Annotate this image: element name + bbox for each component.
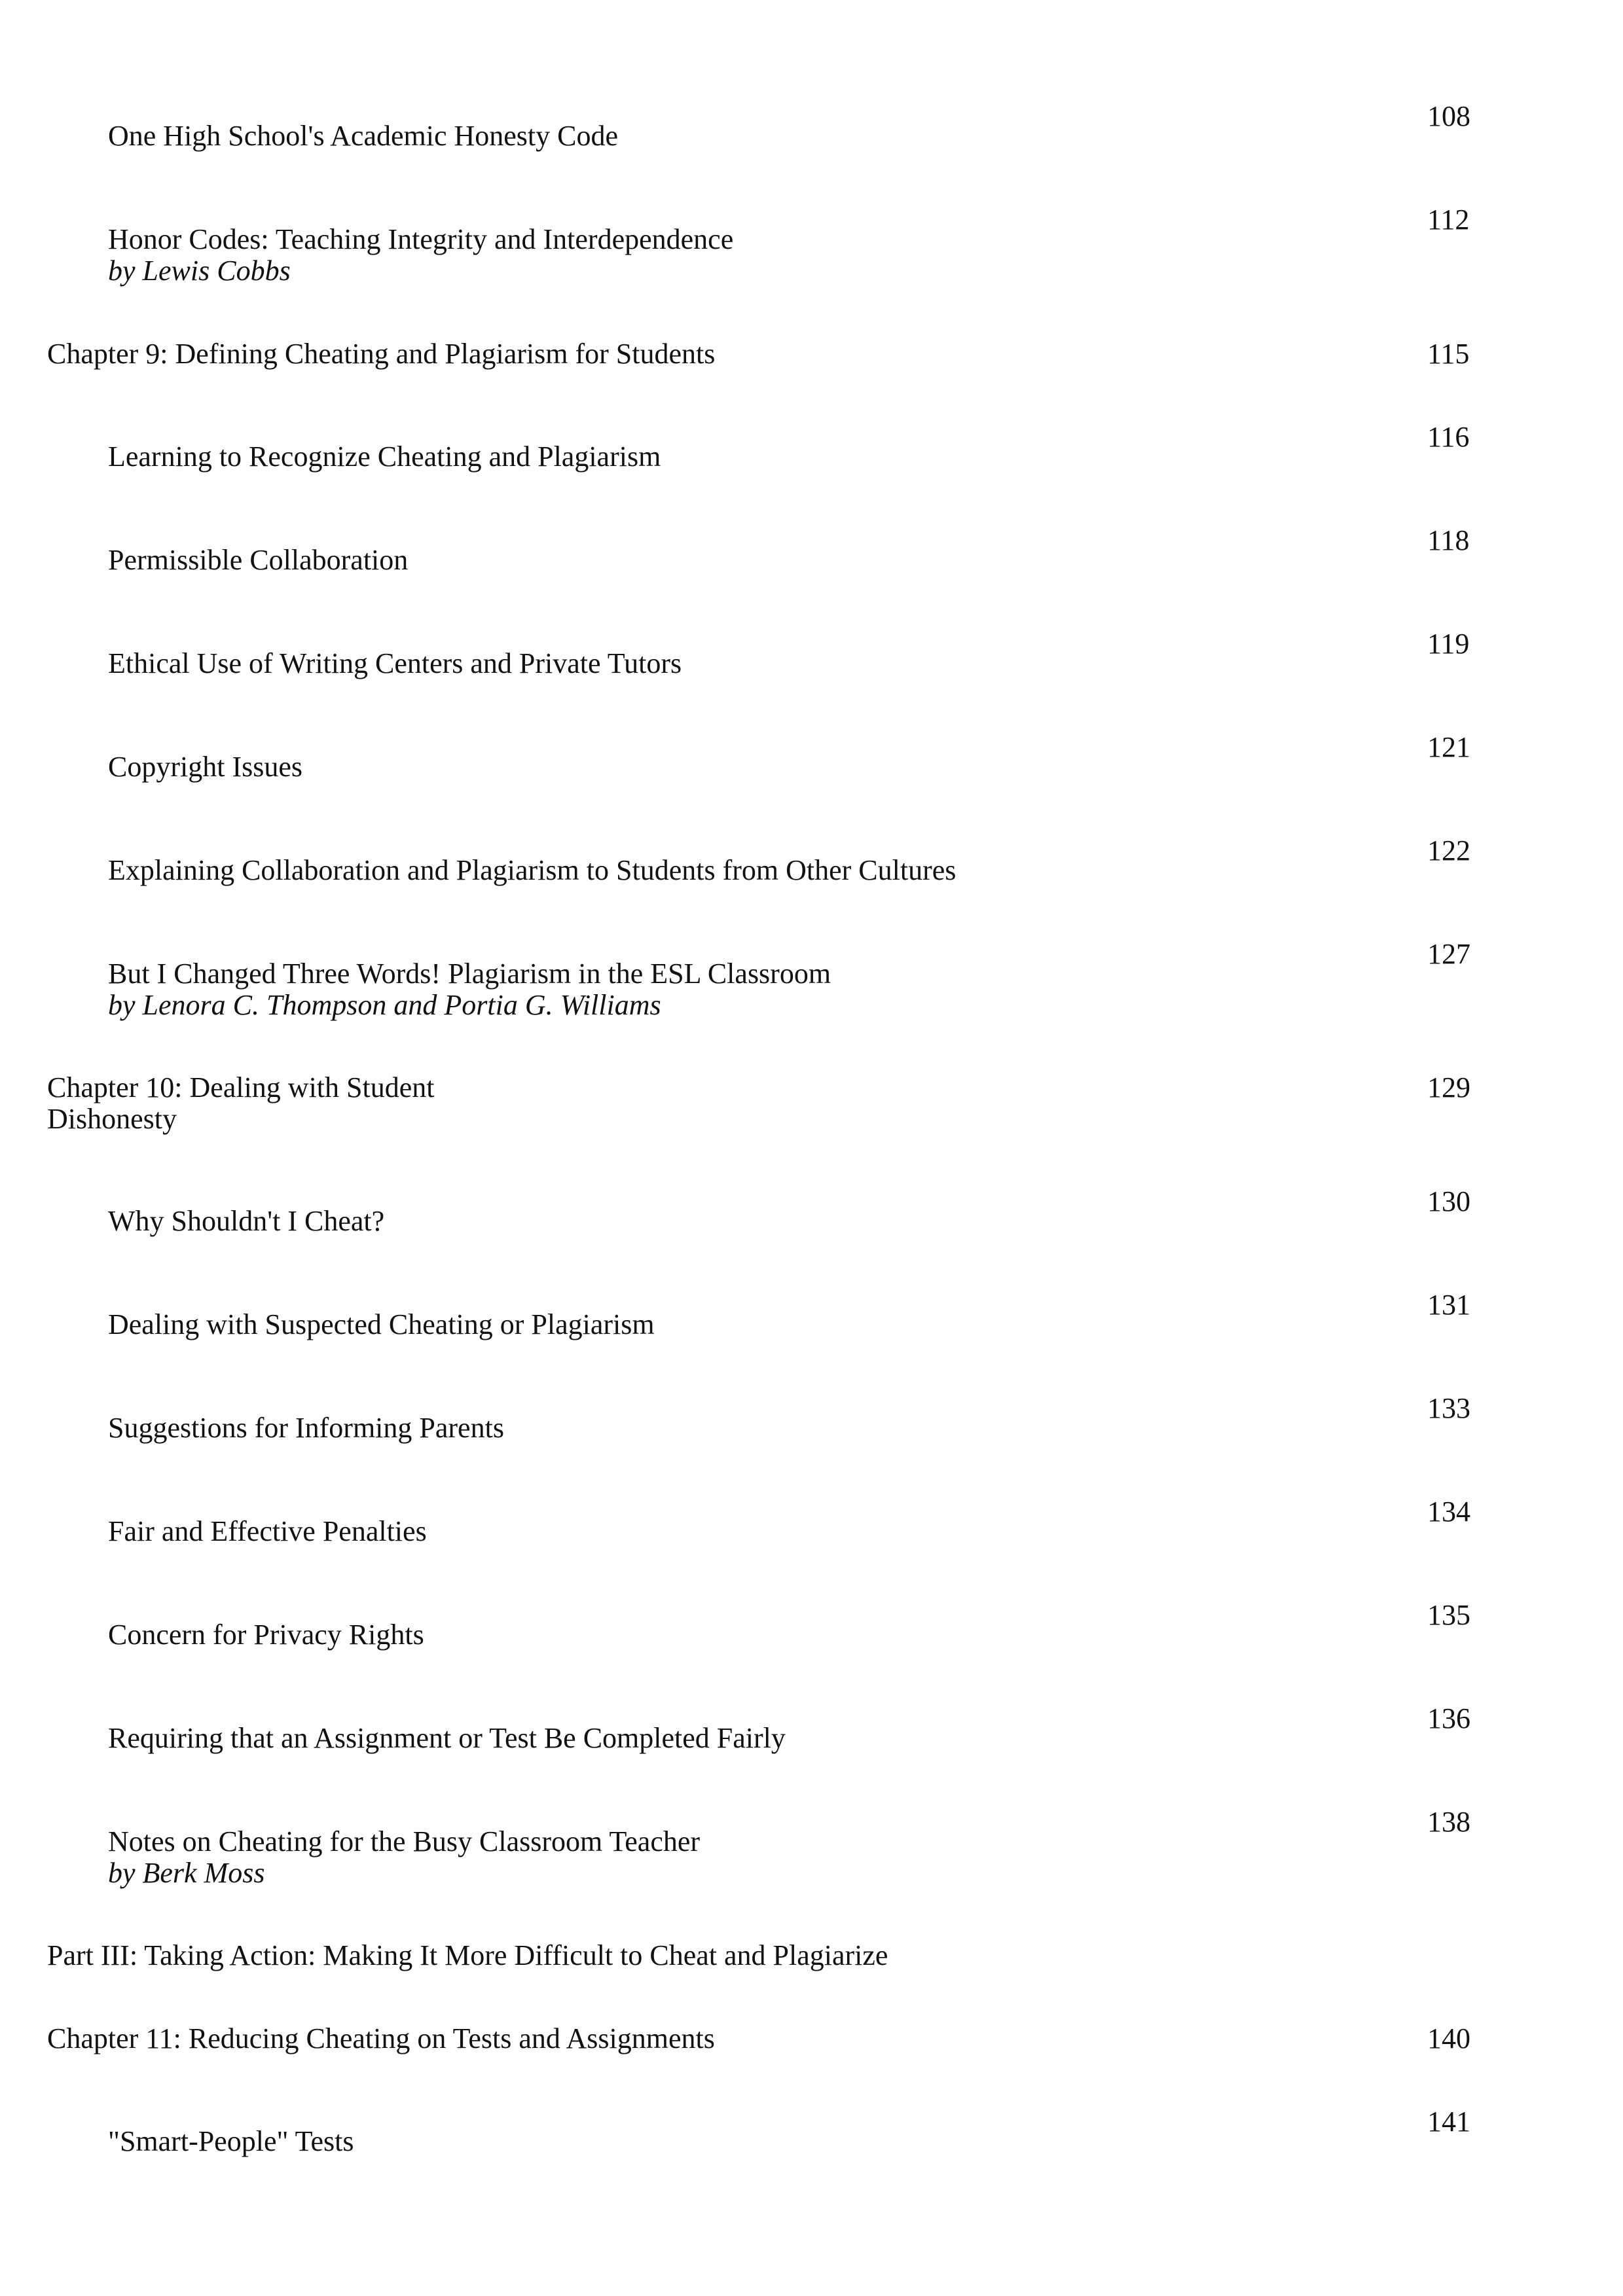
entry-title-text: But I Changed Three Words! Plagiarism in the ESL Classroom <box>108 958 831 990</box>
entry-page-number: 133 <box>1427 1392 1470 1424</box>
entry-page-number: 115 <box>1427 338 1470 370</box>
entry-page-number: 136 <box>1427 1702 1470 1734</box>
entry-title: "Smart-People" Tests <box>108 2125 354 2157</box>
entry-author: by Berk Moss <box>108 1857 265 1889</box>
entry-title: Suggestions for Informing Parents <box>108 1412 504 1444</box>
entry-page-number: 112 <box>1427 204 1470 236</box>
entry-title: One High School's Academic Honesty Code <box>108 120 619 152</box>
entry-title: Fair and Effective Penalties <box>108 1515 427 1547</box>
entry-page-number: 122 <box>1427 834 1470 867</box>
entry-title <box>108 224 733 287</box>
entry-page-number: 108 <box>1427 100 1470 132</box>
entry-title: Chapter 11: Reducing Cheating on Tests and Assignments <box>47 2022 715 2054</box>
entry-title <box>108 958 831 1021</box>
entry-title: Dealing with Suspected Cheating or Plagiarism <box>108 1308 655 1340</box>
entry-page-number: 130 <box>1427 1185 1470 1217</box>
entry-title: Requiring that an Assignment or Test Be Completed Fairly <box>108 1722 786 1754</box>
entry-page-number: 141 <box>1427 2106 1470 2138</box>
entry-page-number: 127 <box>1427 938 1470 970</box>
entry-title-line-2: Dishonesty <box>47 1103 177 1135</box>
entry-title: Permissible Collaboration <box>108 544 409 576</box>
entry-title: Explaining Collaboration and Plagiarism to Students from Other Cultures <box>108 854 957 886</box>
entry-title: Concern for Privacy Rights <box>108 1619 424 1651</box>
entry-page-number: 121 <box>1427 731 1470 763</box>
entry-title-line-1: Chapter 10: Dealing with Student <box>47 1071 435 1103</box>
entry-title-text: Honor Codes: Teaching Integrity and Interdependence <box>108 223 734 255</box>
entry-title <box>47 1072 434 1135</box>
entry-title-text: Notes on Cheating for the Busy Classroom Teacher <box>108 1825 701 1857</box>
entry-author: by Lenora C. Thompson and Portia G. Williams <box>108 989 661 1021</box>
entry-page-number: 138 <box>1427 1806 1470 1838</box>
entry-page-number: 118 <box>1427 524 1470 556</box>
entry-author: by Lewis Cobbs <box>108 255 291 287</box>
entry-page-number: 131 <box>1427 1289 1470 1321</box>
entry-page-number: 116 <box>1427 421 1470 453</box>
entry-page-number: 119 <box>1427 628 1470 660</box>
entry-title: Part III: Taking Action: Making It More Difficult to Cheat and Plagiarize <box>47 1939 888 1971</box>
entry-title: Ethical Use of Writing Centers and Private Tutors <box>108 647 682 679</box>
entry-page-number: 134 <box>1427 1496 1470 1528</box>
entry-page-number: 135 <box>1427 1599 1470 1631</box>
entry-page-number: 129 <box>1427 1071 1470 1103</box>
entry-title: Chapter 9: Defining Cheating and Plagiarism for Students <box>47 338 716 370</box>
entry-title: Why Shouldn't I Cheat? <box>108 1205 385 1237</box>
entry-title: Copyright Issues <box>108 751 302 783</box>
entry-title: Learning to Recognize Cheating and Plagiarism <box>108 440 661 473</box>
entry-title <box>108 1826 700 1889</box>
entry-page-number: 140 <box>1427 2022 1470 2054</box>
